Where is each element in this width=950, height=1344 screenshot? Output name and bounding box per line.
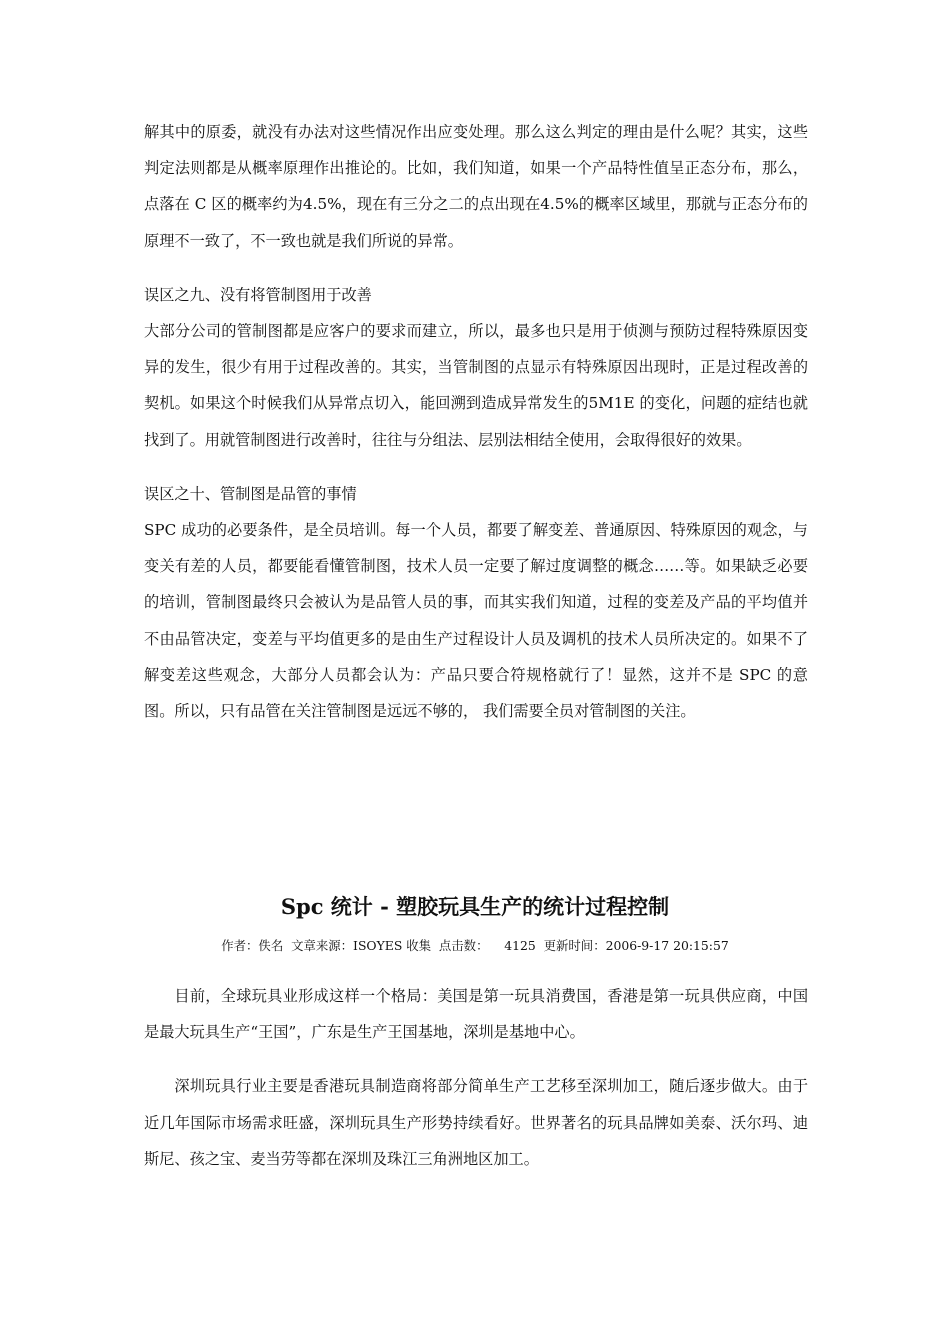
- section-body-9: 大部分公司的管制图都是应客户的要求而建立，所以，最多也只是用于侦测与预防过程特殊原因变异的发生，很少有用于过程改善的。其实，当管制图的点显示有特殊原因出现时，正是过程改善的契机。如果这个时候我们从异常点切入，能回溯到造成异常发生的5M1E 的变化，问题的症结也就找到了。用就管制图进行改善时，往往与分组法、层别法相结全使用，会取得很好的效果。: [144, 322, 808, 449]
- article-body: [144, 978, 808, 1177]
- section-body-10: SPC 成功的必要条件，是全员培训。每一个人员，都要了解变差、普通原因、特殊原因的观念，与变关有差的人员，都要能看懂管制图，技术人员一定要了解过度调整的概念……等。如果缺乏必要的培训，管制图最终只会被认为是品管人员的事，而其实我们知道，过程的变差及产品的平均值并不由品管决定，变差与平均值更多的是由生产过程设计人员及调机的技术人员所决定的。如果不了解变差这些观念，大部分人员都会认为：产品只要合符规格就行了！显然，这并不是 SPC 的意图。所以，只有品管在关注管制图是远远不够的， 我们需要全员对管制图的关注。: [144, 521, 808, 721]
- article-paragraph-1: 目前，全球玩具业形成这样一个格局：美国是第一玩具消费国，香港是第一玩具供应商，中国是最大玩具生产“王国”，广东是生产王国基地，深圳是基地中心。: [144, 987, 808, 1042]
- intro-paragraph: 解其中的原委，就没有办法对这些情况作出应变处理。那么这么判定的理由是什么呢？其实，这些判定法则都是从概率原理作出推论的。比如，我们知道，如果一个产品特性值呈正态分布，那么，点落在 C 区的概率约为4.5%，现在有三分之二的点出现在4.5%的概率区域里，那就与正态分布的原理不一致了，不一致也就是我们所说的异常。: [144, 123, 808, 250]
- upper-text-column: [144, 114, 808, 729]
- section-heading-9: 误区之九、没有将管制图用于改善: [144, 285, 372, 304]
- article-paragraph-2: 深圳玩具行业主要是香港玩具制造商将部分简单生产工艺移至深圳加工，随后逐步做大。由于近几年国际市场需求旺盛，深圳玩具生产形势持续看好。世界著名的玩具品牌如美泰、沃尔玛、迪斯尼、孩之宝、麦当劳等都在深圳及珠江三角洲地区加工。: [144, 1077, 808, 1168]
- section-heading-10: 误区之十、管制图是品管的事情: [144, 484, 357, 503]
- article-meta: 作者：佚名 文章来源：ISOYES 收集 点击数： 4125 更新时间：2006-9-17 20:15:57: [221, 938, 729, 953]
- article-title: Spc 统计 - 塑胶玩具生产的统计过程控制: [280, 894, 670, 919]
